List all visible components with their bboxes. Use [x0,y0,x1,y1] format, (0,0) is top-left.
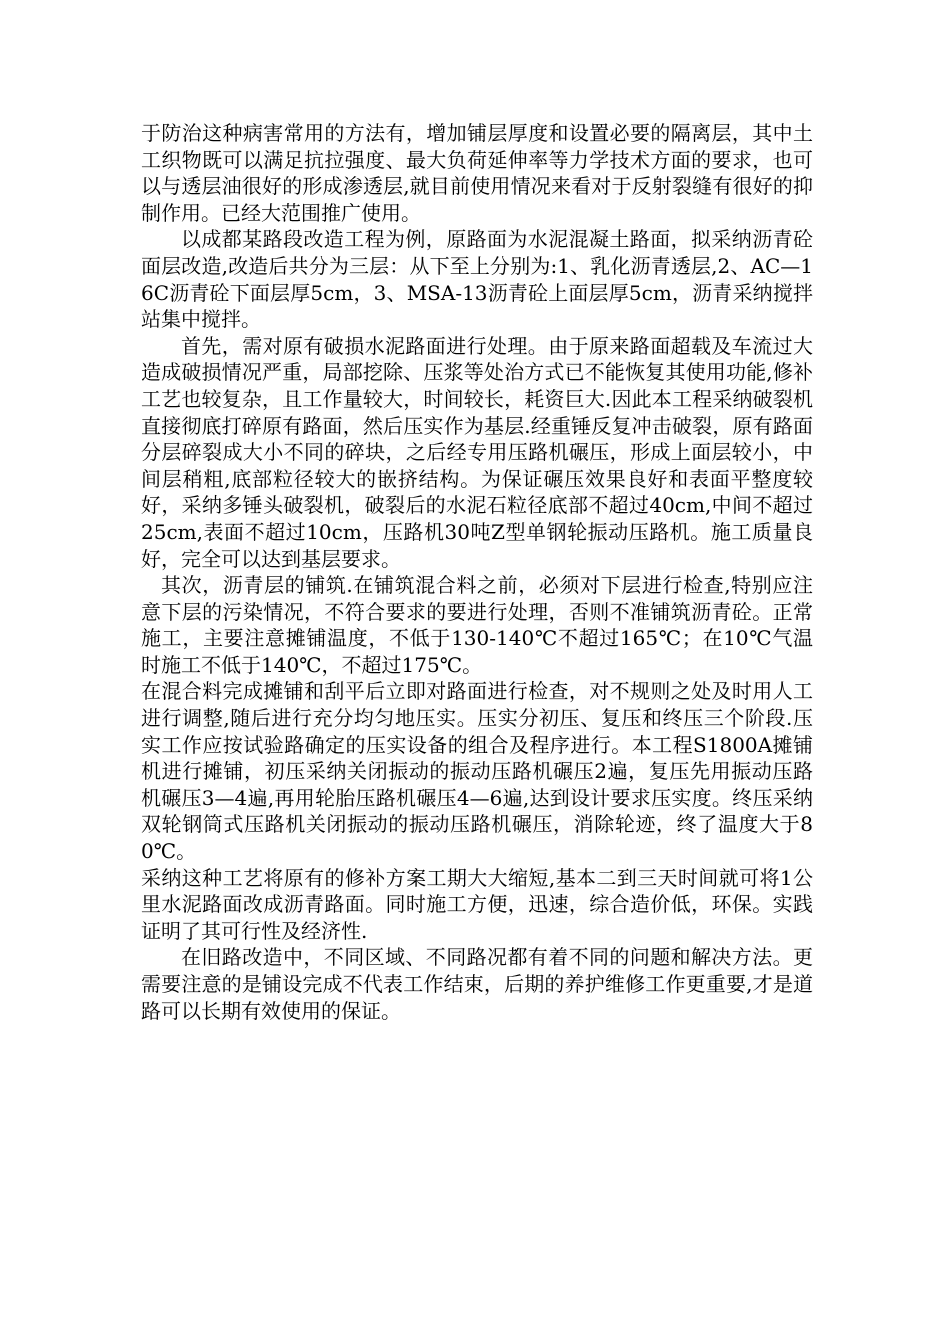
paragraph-2: 以成都某路段改造工程为例，原路面为水泥混凝土路面，拟采纳沥青砼面层改造,改造后共分为三层：从下至上分别为:1、乳化沥青透层,2、AC—16C沥青砼下面层厚5cm，3、MSA-13沥青砼上面层厚5cm，沥青采纳搅拌站集中搅拌。 [141,227,813,332]
document-body [141,120,813,1024]
paragraph-4: 其次，沥青层的铺筑.在铺筑混合料之前，必须对下层进行检查,特别应注意下层的污染情况，不符合要求的要进行处理，否则不准铺筑沥青砼。正常施工，主要注意摊铺温度，不低于130-140℃不超过165℃；在10℃气温时施工不低于140℃，不超过175℃。 [141,573,813,677]
paragraph-5: 在混合料完成摊铺和刮平后立即对路面进行检查，对不规则之处及时用人工进行调整,随后进行充分均匀地压实。压实分初压、复压和终压三个阶段.压实工作应按试验路确定的压实设备的组合及程序进行。本工程S1800A摊铺机进行摊铺，初压采纳关闭振动的振动压路机碾压2遍，复压先用振动压路机碾压3—4遍,再用轮胎压路机碾压4—6遍,达到设计要求压实度。终压采纳双轮钢筒式压路机关闭振动的振动压路机碾压，消除轮迹，终了温度大于80℃。 [141,679,813,864]
paragraph-3: 首先，需对原有破损水泥路面进行处理。由于原来路面超载及车流过大造成破损情况严重，局部挖除、压浆等处治方式已不能恢复其使用功能,修补工艺也较复杂，且工作量较大，时间较长，耗资巨大.因此本工程采纳破裂机直接彻底打碎原有路面，然后压实作为基层.经重锤反复冲击破裂，原有路面分层碎裂成大小不同的碎块，之后经专用压路机碾压，形成上面层较小，中间层稍粗,底部粒径较大的嵌挤结构。为保证碾压效果良好和表面平整度较好，采纳多锤头破裂机，破裂后的水泥石粒径底部不超过40cm,中间不超过25cm,表面不超过10cm，压路机30吨Z型单钢轮振动压路机。施工质量良好，完全可以达到基层要求。 [141,333,813,571]
paragraph-1: 于防治这种病害常用的方法有，增加铺层厚度和设置必要的隔离层，其中土工织物既可以满足抗拉强度、最大负荷延伸率等力学技术方面的要求，也可以与透层油很好的形成渗透层,就目前使用情况来看对于反射裂缝有很好的抑制作用。已经大范围推广使用。 [141,121,813,225]
paragraph-7: 在旧路改造中，不同区域、不同路况都有着不同的问题和解决方法。更需要注意的是铺设完成不代表工作结束，后期的养护维修工作更重要,才是道路可以长期有效使用的保证。 [141,945,813,1023]
paragraph-6: 采纳这种工艺将原有的修补方案工期大大缩短,基本二到三天时间就可将1公里水泥路面改成沥青路面。同时施工方便，迅速，综合造价低，环保。实践证明了其可行性及经济性. [141,865,813,943]
